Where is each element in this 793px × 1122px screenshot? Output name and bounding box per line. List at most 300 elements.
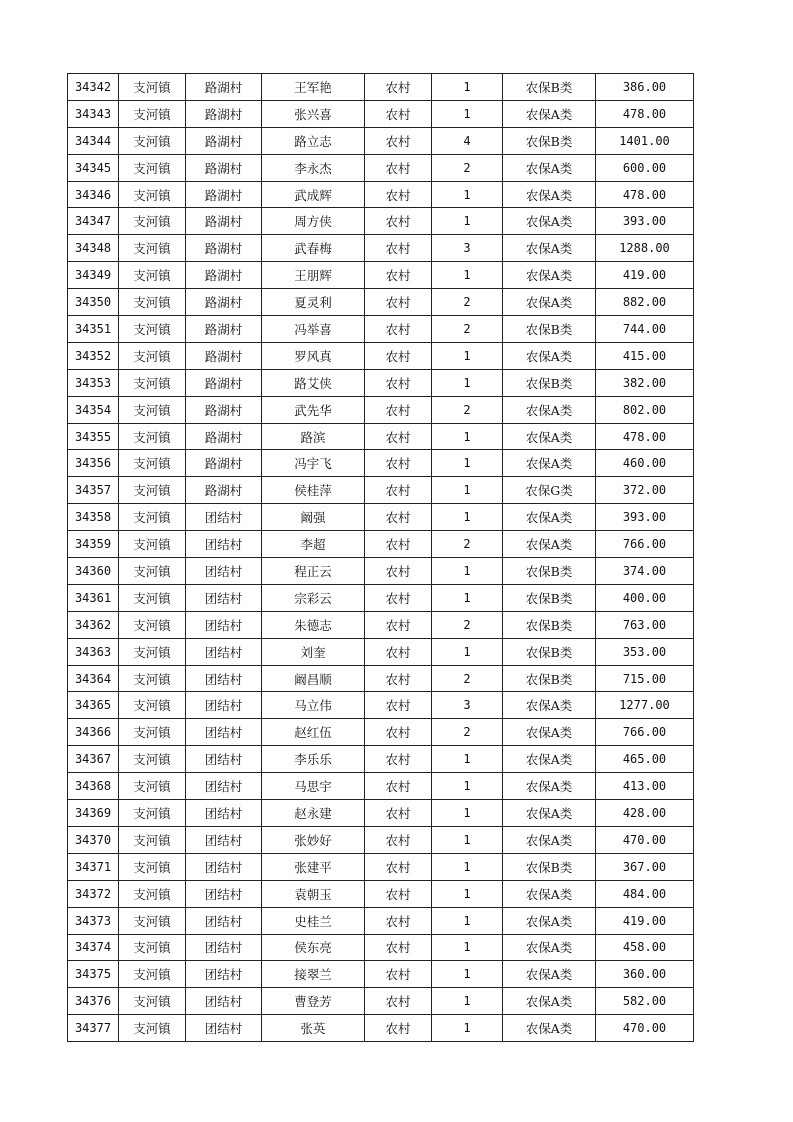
serial-number-cell: 34375 <box>68 961 119 988</box>
family-size-cell: 1 <box>432 100 503 127</box>
town-cell: 支河镇 <box>119 127 186 154</box>
village-cell: 团结村 <box>186 504 262 531</box>
category-cell: 农保A类 <box>503 342 596 369</box>
table-row <box>68 826 694 853</box>
household-type-cell: 农村 <box>365 74 432 101</box>
table-row <box>68 450 694 477</box>
family-size-cell: 1 <box>432 342 503 369</box>
village-cell: 团结村 <box>186 558 262 585</box>
category-cell: 农保B类 <box>503 638 596 665</box>
household-type-cell: 农村 <box>365 154 432 181</box>
name-cell: 张英 <box>262 1015 365 1042</box>
village-cell: 团结村 <box>186 665 262 692</box>
name-cell: 史桂兰 <box>262 907 365 934</box>
serial-number-cell: 34350 <box>68 289 119 316</box>
name-cell: 王朋辉 <box>262 262 365 289</box>
town-cell: 支河镇 <box>119 154 186 181</box>
family-size-cell: 2 <box>432 665 503 692</box>
category-cell: 农保B类 <box>503 127 596 154</box>
table-row <box>68 181 694 208</box>
category-cell: 农保A类 <box>503 181 596 208</box>
family-size-cell: 1 <box>432 208 503 235</box>
table-row <box>68 934 694 961</box>
family-size-cell: 1 <box>432 504 503 531</box>
town-cell: 支河镇 <box>119 880 186 907</box>
household-type-cell: 农村 <box>365 746 432 773</box>
serial-number-cell: 34373 <box>68 907 119 934</box>
town-cell: 支河镇 <box>119 235 186 262</box>
category-cell: 农保B类 <box>503 558 596 585</box>
table-row <box>68 961 694 988</box>
household-type-cell: 农村 <box>365 369 432 396</box>
category-cell: 农保A类 <box>503 100 596 127</box>
town-cell: 支河镇 <box>119 100 186 127</box>
name-cell: 曹登芳 <box>262 988 365 1015</box>
serial-number-cell: 34357 <box>68 477 119 504</box>
household-type-cell: 农村 <box>365 100 432 127</box>
amount-cell: 419.00 <box>596 907 694 934</box>
family-size-cell: 1 <box>432 746 503 773</box>
amount-cell: 400.00 <box>596 584 694 611</box>
village-cell: 路湖村 <box>186 74 262 101</box>
amount-cell: 460.00 <box>596 450 694 477</box>
amount-cell: 882.00 <box>596 289 694 316</box>
town-cell: 支河镇 <box>119 181 186 208</box>
name-cell: 赵永建 <box>262 800 365 827</box>
family-size-cell: 3 <box>432 235 503 262</box>
category-cell: 农保A类 <box>503 719 596 746</box>
category-cell: 农保A类 <box>503 208 596 235</box>
table-row <box>68 692 694 719</box>
household-type-cell: 农村 <box>365 880 432 907</box>
category-cell: 农保A类 <box>503 988 596 1015</box>
household-type-cell: 农村 <box>365 692 432 719</box>
category-cell: 农保A类 <box>503 396 596 423</box>
serial-number-cell: 34355 <box>68 423 119 450</box>
category-cell: 农保A类 <box>503 289 596 316</box>
amount-cell: 386.00 <box>596 74 694 101</box>
town-cell: 支河镇 <box>119 74 186 101</box>
serial-number-cell: 34351 <box>68 316 119 343</box>
household-type-cell: 农村 <box>365 1015 432 1042</box>
family-size-cell: 2 <box>432 611 503 638</box>
village-cell: 路湖村 <box>186 208 262 235</box>
village-cell: 团结村 <box>186 880 262 907</box>
family-size-cell: 1 <box>432 423 503 450</box>
family-size-cell: 1 <box>432 773 503 800</box>
household-type-cell: 农村 <box>365 181 432 208</box>
amount-cell: 360.00 <box>596 961 694 988</box>
amount-cell: 1277.00 <box>596 692 694 719</box>
category-cell: 农保A类 <box>503 1015 596 1042</box>
serial-number-cell: 34368 <box>68 773 119 800</box>
serial-number-cell: 34359 <box>68 531 119 558</box>
town-cell: 支河镇 <box>119 208 186 235</box>
family-size-cell: 1 <box>432 450 503 477</box>
amount-cell: 393.00 <box>596 208 694 235</box>
serial-number-cell: 34361 <box>68 584 119 611</box>
name-cell: 王军艳 <box>262 74 365 101</box>
amount-cell: 413.00 <box>596 773 694 800</box>
household-type-cell: 农村 <box>365 584 432 611</box>
household-type-cell: 农村 <box>365 450 432 477</box>
serial-number-cell: 34343 <box>68 100 119 127</box>
amount-cell: 465.00 <box>596 746 694 773</box>
name-cell: 路滨 <box>262 423 365 450</box>
serial-number-cell: 34377 <box>68 1015 119 1042</box>
household-type-cell: 农村 <box>365 961 432 988</box>
amount-cell: 484.00 <box>596 880 694 907</box>
serial-number-cell: 34353 <box>68 369 119 396</box>
family-size-cell: 2 <box>432 316 503 343</box>
serial-number-cell: 34366 <box>68 719 119 746</box>
category-cell: 农保A类 <box>503 235 596 262</box>
village-cell: 路湖村 <box>186 181 262 208</box>
family-size-cell: 1 <box>432 934 503 961</box>
amount-cell: 470.00 <box>596 1015 694 1042</box>
household-type-cell: 农村 <box>365 773 432 800</box>
amount-cell: 478.00 <box>596 423 694 450</box>
category-cell: 农保A类 <box>503 773 596 800</box>
family-size-cell: 1 <box>432 584 503 611</box>
name-cell: 罗风真 <box>262 342 365 369</box>
village-cell: 路湖村 <box>186 289 262 316</box>
town-cell: 支河镇 <box>119 423 186 450</box>
family-size-cell: 1 <box>432 477 503 504</box>
name-cell: 马思宇 <box>262 773 365 800</box>
family-size-cell: 1 <box>432 558 503 585</box>
name-cell: 程正云 <box>262 558 365 585</box>
serial-number-cell: 34374 <box>68 934 119 961</box>
amount-cell: 353.00 <box>596 638 694 665</box>
serial-number-cell: 34348 <box>68 235 119 262</box>
village-cell: 团结村 <box>186 638 262 665</box>
table-row <box>68 289 694 316</box>
serial-number-cell: 34369 <box>68 800 119 827</box>
household-type-cell: 农村 <box>365 988 432 1015</box>
category-cell: 农保A类 <box>503 961 596 988</box>
serial-number-cell: 34372 <box>68 880 119 907</box>
family-size-cell: 2 <box>432 289 503 316</box>
amount-cell: 478.00 <box>596 181 694 208</box>
amount-cell: 600.00 <box>596 154 694 181</box>
name-cell: 武先华 <box>262 396 365 423</box>
household-type-cell: 农村 <box>365 262 432 289</box>
family-size-cell: 1 <box>432 262 503 289</box>
town-cell: 支河镇 <box>119 558 186 585</box>
village-cell: 路湖村 <box>186 154 262 181</box>
serial-number-cell: 34365 <box>68 692 119 719</box>
family-size-cell: 1 <box>432 74 503 101</box>
town-cell: 支河镇 <box>119 450 186 477</box>
town-cell: 支河镇 <box>119 584 186 611</box>
household-type-cell: 农村 <box>365 423 432 450</box>
amount-cell: 1288.00 <box>596 235 694 262</box>
name-cell: 冯宇飞 <box>262 450 365 477</box>
family-size-cell: 1 <box>432 961 503 988</box>
table-row <box>68 880 694 907</box>
records-table <box>67 73 694 1042</box>
name-cell: 朱德志 <box>262 611 365 638</box>
name-cell: 赵红伍 <box>262 719 365 746</box>
amount-cell: 478.00 <box>596 100 694 127</box>
household-type-cell: 农村 <box>365 934 432 961</box>
table-row <box>68 477 694 504</box>
table-row <box>68 988 694 1015</box>
town-cell: 支河镇 <box>119 504 186 531</box>
household-type-cell: 农村 <box>365 504 432 531</box>
serial-number-cell: 34358 <box>68 504 119 531</box>
village-cell: 路湖村 <box>186 369 262 396</box>
category-cell: 农保A类 <box>503 423 596 450</box>
table-row <box>68 74 694 101</box>
category-cell: 农保B类 <box>503 584 596 611</box>
table-row <box>68 423 694 450</box>
household-type-cell: 农村 <box>365 719 432 746</box>
village-cell: 团结村 <box>186 773 262 800</box>
table-row <box>68 611 694 638</box>
serial-number-cell: 34376 <box>68 988 119 1015</box>
town-cell: 支河镇 <box>119 719 186 746</box>
town-cell: 支河镇 <box>119 396 186 423</box>
serial-number-cell: 34367 <box>68 746 119 773</box>
town-cell: 支河镇 <box>119 369 186 396</box>
household-type-cell: 农村 <box>365 316 432 343</box>
table-row <box>68 396 694 423</box>
name-cell: 武春梅 <box>262 235 365 262</box>
name-cell: 袁朝玉 <box>262 880 365 907</box>
table-row <box>68 342 694 369</box>
household-type-cell: 农村 <box>365 208 432 235</box>
village-cell: 团结村 <box>186 800 262 827</box>
village-cell: 路湖村 <box>186 262 262 289</box>
serial-number-cell: 34364 <box>68 665 119 692</box>
family-size-cell: 2 <box>432 531 503 558</box>
category-cell: 农保B类 <box>503 74 596 101</box>
village-cell: 路湖村 <box>186 450 262 477</box>
name-cell: 路艾侠 <box>262 369 365 396</box>
town-cell: 支河镇 <box>119 773 186 800</box>
family-size-cell: 2 <box>432 154 503 181</box>
household-type-cell: 农村 <box>365 907 432 934</box>
town-cell: 支河镇 <box>119 531 186 558</box>
category-cell: 农保A类 <box>503 826 596 853</box>
village-cell: 团结村 <box>186 611 262 638</box>
serial-number-cell: 34371 <box>68 853 119 880</box>
household-type-cell: 农村 <box>365 558 432 585</box>
village-cell: 团结村 <box>186 961 262 988</box>
category-cell: 农保B类 <box>503 853 596 880</box>
name-cell: 冯举喜 <box>262 316 365 343</box>
category-cell: 农保B类 <box>503 611 596 638</box>
household-type-cell: 农村 <box>365 127 432 154</box>
category-cell: 农保B类 <box>503 316 596 343</box>
name-cell: 接翠兰 <box>262 961 365 988</box>
table-row <box>68 316 694 343</box>
category-cell: 农保B类 <box>503 369 596 396</box>
category-cell: 农保A类 <box>503 907 596 934</box>
town-cell: 支河镇 <box>119 907 186 934</box>
town-cell: 支河镇 <box>119 988 186 1015</box>
household-type-cell: 农村 <box>365 477 432 504</box>
family-size-cell: 1 <box>432 880 503 907</box>
category-cell: 农保A类 <box>503 262 596 289</box>
serial-number-cell: 34349 <box>68 262 119 289</box>
town-cell: 支河镇 <box>119 342 186 369</box>
household-type-cell: 农村 <box>365 235 432 262</box>
household-type-cell: 农村 <box>365 611 432 638</box>
table-row <box>68 773 694 800</box>
name-cell: 李超 <box>262 531 365 558</box>
amount-cell: 802.00 <box>596 396 694 423</box>
town-cell: 支河镇 <box>119 262 186 289</box>
category-cell: 农保A类 <box>503 746 596 773</box>
category-cell: 农保B类 <box>503 665 596 692</box>
household-type-cell: 农村 <box>365 665 432 692</box>
table-row <box>68 746 694 773</box>
amount-cell: 374.00 <box>596 558 694 585</box>
amount-cell: 458.00 <box>596 934 694 961</box>
table-row <box>68 235 694 262</box>
serial-number-cell: 34363 <box>68 638 119 665</box>
table-row <box>68 531 694 558</box>
table-row <box>68 504 694 531</box>
amount-cell: 470.00 <box>596 826 694 853</box>
family-size-cell: 1 <box>432 369 503 396</box>
town-cell: 支河镇 <box>119 611 186 638</box>
village-cell: 路湖村 <box>186 396 262 423</box>
village-cell: 路湖村 <box>186 477 262 504</box>
village-cell: 团结村 <box>186 853 262 880</box>
household-type-cell: 农村 <box>365 638 432 665</box>
table-row <box>68 208 694 235</box>
village-cell: 路湖村 <box>186 235 262 262</box>
village-cell: 团结村 <box>186 988 262 1015</box>
name-cell: 张兴喜 <box>262 100 365 127</box>
name-cell: 夏灵利 <box>262 289 365 316</box>
name-cell: 张妙好 <box>262 826 365 853</box>
town-cell: 支河镇 <box>119 961 186 988</box>
category-cell: 农保A类 <box>503 800 596 827</box>
serial-number-cell: 34345 <box>68 154 119 181</box>
category-cell: 农保G类 <box>503 477 596 504</box>
family-size-cell: 1 <box>432 853 503 880</box>
town-cell: 支河镇 <box>119 853 186 880</box>
category-cell: 农保A类 <box>503 504 596 531</box>
name-cell: 李乐乐 <box>262 746 365 773</box>
serial-number-cell: 34360 <box>68 558 119 585</box>
village-cell: 团结村 <box>186 1015 262 1042</box>
household-type-cell: 农村 <box>365 396 432 423</box>
name-cell: 路立志 <box>262 127 365 154</box>
household-type-cell: 农村 <box>365 342 432 369</box>
serial-number-cell: 34354 <box>68 396 119 423</box>
serial-number-cell: 34352 <box>68 342 119 369</box>
table-row <box>68 584 694 611</box>
village-cell: 团结村 <box>186 531 262 558</box>
amount-cell: 393.00 <box>596 504 694 531</box>
family-size-cell: 1 <box>432 1015 503 1042</box>
family-size-cell: 1 <box>432 826 503 853</box>
amount-cell: 766.00 <box>596 531 694 558</box>
village-cell: 团结村 <box>186 826 262 853</box>
village-cell: 路湖村 <box>186 127 262 154</box>
family-size-cell: 2 <box>432 719 503 746</box>
town-cell: 支河镇 <box>119 477 186 504</box>
village-cell: 团结村 <box>186 584 262 611</box>
amount-cell: 415.00 <box>596 342 694 369</box>
village-cell: 团结村 <box>186 719 262 746</box>
town-cell: 支河镇 <box>119 289 186 316</box>
household-type-cell: 农村 <box>365 531 432 558</box>
name-cell: 张建平 <box>262 853 365 880</box>
table-row <box>68 665 694 692</box>
village-cell: 路湖村 <box>186 100 262 127</box>
town-cell: 支河镇 <box>119 826 186 853</box>
town-cell: 支河镇 <box>119 316 186 343</box>
serial-number-cell: 34347 <box>68 208 119 235</box>
family-size-cell: 1 <box>432 181 503 208</box>
amount-cell: 744.00 <box>596 316 694 343</box>
town-cell: 支河镇 <box>119 800 186 827</box>
category-cell: 农保A类 <box>503 934 596 961</box>
household-type-cell: 农村 <box>365 800 432 827</box>
village-cell: 路湖村 <box>186 423 262 450</box>
serial-number-cell: 34356 <box>68 450 119 477</box>
family-size-cell: 1 <box>432 638 503 665</box>
serial-number-cell: 34362 <box>68 611 119 638</box>
amount-cell: 766.00 <box>596 719 694 746</box>
amount-cell: 372.00 <box>596 477 694 504</box>
table-row <box>68 154 694 181</box>
table-row <box>68 800 694 827</box>
name-cell: 侯东亮 <box>262 934 365 961</box>
family-size-cell: 1 <box>432 907 503 934</box>
town-cell: 支河镇 <box>119 665 186 692</box>
amount-cell: 382.00 <box>596 369 694 396</box>
table-row <box>68 853 694 880</box>
name-cell: 宗彩云 <box>262 584 365 611</box>
serial-number-cell: 34344 <box>68 127 119 154</box>
table-row <box>68 558 694 585</box>
category-cell: 农保A类 <box>503 880 596 907</box>
name-cell: 阚昌顺 <box>262 665 365 692</box>
records-table-body <box>68 74 694 1042</box>
table-row <box>68 1015 694 1042</box>
household-type-cell: 农村 <box>365 853 432 880</box>
table-row <box>68 369 694 396</box>
amount-cell: 1401.00 <box>596 127 694 154</box>
table-row <box>68 907 694 934</box>
name-cell: 刘奎 <box>262 638 365 665</box>
table-row <box>68 262 694 289</box>
table-row <box>68 127 694 154</box>
table-row <box>68 638 694 665</box>
category-cell: 农保A类 <box>503 450 596 477</box>
name-cell: 周方侠 <box>262 208 365 235</box>
town-cell: 支河镇 <box>119 746 186 773</box>
town-cell: 支河镇 <box>119 1015 186 1042</box>
serial-number-cell: 34342 <box>68 74 119 101</box>
name-cell: 侯桂萍 <box>262 477 365 504</box>
name-cell: 武成辉 <box>262 181 365 208</box>
village-cell: 团结村 <box>186 746 262 773</box>
table-row <box>68 719 694 746</box>
category-cell: 农保A类 <box>503 154 596 181</box>
town-cell: 支河镇 <box>119 692 186 719</box>
household-type-cell: 农村 <box>365 289 432 316</box>
amount-cell: 419.00 <box>596 262 694 289</box>
